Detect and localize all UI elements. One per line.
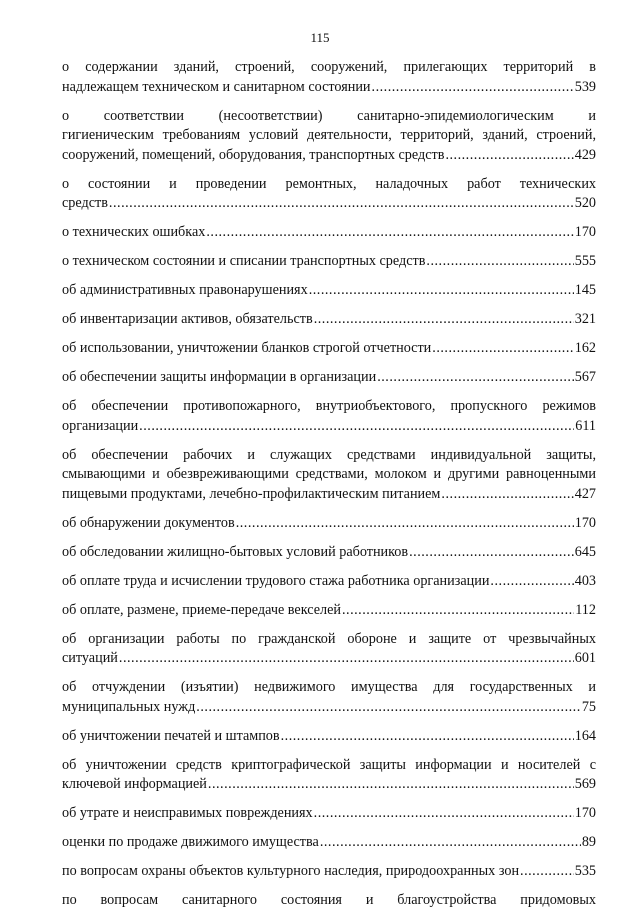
entry-final-line — [62, 833, 596, 853]
entry-final-line — [62, 223, 596, 243]
dot-leader — [342, 601, 574, 621]
index-entry — [62, 368, 596, 388]
index-entry — [62, 223, 596, 243]
entry-text: средств — [62, 195, 108, 211]
entry-page-number: 162 — [574, 340, 596, 356]
entry-text: ключевой информацией — [62, 776, 207, 792]
entry-text-line: о соответствии (несоответствии) санитарно-эпидемиологическим и — [62, 107, 596, 124]
entry-page-number: 164 — [574, 727, 596, 744]
entry-final-line — [62, 601, 596, 621]
entry-text-line: смывающими и обезвреживающими средствами, молоком и другими равноценными — [62, 466, 596, 482]
entry-page-number: 403 — [574, 572, 596, 589]
index-entry — [62, 58, 596, 97]
entry-final-line — [62, 572, 596, 592]
index-entry — [62, 543, 596, 563]
entry-text: об обеспечении защиты информации в организации — [62, 369, 377, 385]
entry-text-line: об обеспечении противопожарного, внутриобъектового, пропускного режимов — [62, 398, 596, 414]
entry-text: организации — [62, 417, 139, 434]
index-entry — [62, 804, 596, 824]
dot-leader — [490, 572, 573, 592]
dot-leader — [309, 281, 574, 301]
entry-text-line: об уничтожении средств криптографической защиты информации и носителей с — [62, 756, 596, 773]
index-entry — [62, 572, 596, 592]
entry-text: надлежащем техническом и санитарном состоянии — [62, 78, 371, 95]
dot-leader — [196, 698, 581, 718]
dot-leader — [109, 194, 574, 214]
entry-page-number: 321 — [574, 311, 596, 327]
index-entry — [62, 756, 596, 795]
entry-text: сооружений, помещений, оборудования, транспортных средств — [62, 146, 445, 163]
entry-page-number: 170 — [574, 514, 596, 531]
entry-page-number: 145 — [574, 282, 596, 298]
entry-text-line: об обеспечении рабочих и служащих средствами индивидуальной защиты, — [62, 446, 596, 463]
entry-text: об оплате труда и исчислении трудового стажа работника организации — [62, 572, 490, 589]
dot-leader — [314, 804, 574, 824]
entry-text: об обнаружении документов — [62, 514, 235, 531]
dot-leader — [119, 649, 574, 669]
entry-page-number: 555 — [574, 253, 596, 269]
entry-final-line — [62, 417, 596, 437]
entry-text-line: об отчуждении (изъятии) недвижимого имущества для государственных и — [62, 679, 596, 695]
entry-page-number: 112 — [575, 601, 596, 618]
index-entry — [62, 107, 596, 166]
dot-leader — [441, 485, 573, 505]
entry-page-number: 75 — [581, 698, 596, 715]
dot-leader — [409, 543, 574, 563]
entry-page-number: 539 — [574, 78, 596, 95]
entry-page-number: 535 — [574, 863, 596, 879]
dot-leader — [281, 727, 574, 747]
index-entry — [62, 310, 596, 330]
entry-final-line — [62, 775, 596, 795]
dot-leader — [432, 339, 573, 359]
entry-final-line — [62, 339, 596, 359]
index-entry — [62, 891, 596, 911]
entry-text: о технических ошибках — [62, 224, 206, 240]
entry-page-number: 429 — [574, 146, 596, 163]
entry-page-number: 567 — [574, 369, 596, 385]
entry-text: об утрате и неисправимых повреждениях — [62, 805, 313, 821]
entry-final-line — [62, 310, 596, 330]
index-entry — [62, 175, 596, 214]
entry-text: по вопросам охраны объектов культурного наследия, природоохранных зон — [62, 863, 520, 879]
dot-leader — [372, 78, 574, 98]
entry-text: о техническом состоянии и списании транспортных средств — [62, 253, 426, 269]
dot-leader — [377, 368, 574, 388]
dot-leader — [426, 252, 573, 272]
entry-final-line — [62, 804, 596, 824]
dot-leader — [314, 310, 574, 330]
entry-final-line — [62, 727, 596, 747]
index-entry — [62, 862, 596, 882]
entry-page-number: 520 — [574, 195, 596, 211]
entry-text: об оплате, размене, приеме-передаче векселей — [62, 601, 341, 618]
entry-final-line — [62, 194, 596, 214]
dot-leader — [208, 775, 574, 795]
dot-leader — [320, 833, 581, 853]
page-number: 115 — [310, 30, 330, 45]
dot-leader — [445, 146, 573, 166]
index-entry — [62, 833, 596, 853]
entry-text: об административных правонарушениях — [62, 282, 308, 298]
entry-page-number: 170 — [574, 224, 596, 240]
entry-final-line — [62, 252, 596, 272]
index-entry — [62, 514, 596, 534]
entry-page-number: 601 — [574, 650, 596, 666]
entry-final-line — [62, 698, 596, 718]
entry-text-line: по вопросам санитарного состояния и благоустройства придомовых — [62, 892, 596, 908]
entry-text: ситуаций — [62, 650, 118, 666]
index-entry — [62, 678, 596, 717]
dot-leader — [236, 514, 574, 534]
entry-page-number: 89 — [581, 834, 596, 850]
entry-final-line — [62, 543, 596, 563]
index-list — [62, 58, 596, 920]
index-entry — [62, 727, 596, 747]
entry-text: об обследовании жилищно-бытовых условий работников — [62, 543, 409, 560]
index-entry — [62, 630, 596, 669]
index-entry — [62, 446, 596, 505]
entry-text: об использовании, уничтожении бланков строгой отчетности — [62, 340, 432, 356]
dot-leader — [520, 862, 574, 882]
entry-page-number: 611 — [575, 417, 596, 434]
index-entry — [62, 252, 596, 272]
entry-text: об уничтожении печатей и штампов — [62, 727, 280, 744]
entry-page-number: 569 — [574, 776, 596, 792]
entry-text-line: о содержании зданий, строений, сооружений, прилегающих территорий в — [62, 59, 596, 75]
entry-final-line — [62, 78, 596, 98]
entry-text-line: об организации работы по гражданской обороне и защите от чрезвычайных — [62, 630, 596, 647]
entry-final-line — [62, 368, 596, 388]
entry-page-number: 427 — [574, 485, 596, 502]
entry-text: оценки по продаже движимого имущества — [62, 834, 319, 850]
entry-text: об инвентаризации активов, обязательств — [62, 311, 313, 327]
index-entry — [62, 601, 596, 621]
entry-final-line — [62, 485, 596, 505]
entry-page-number: 645 — [574, 543, 596, 560]
dot-leader — [206, 223, 573, 243]
entry-final-line — [62, 514, 596, 534]
index-entry — [62, 397, 596, 436]
entry-text: муниципальных нужд — [62, 698, 196, 715]
entry-text: пищевыми продуктами, лечебно-профилактическим питанием — [62, 485, 441, 502]
entry-final-line — [62, 649, 596, 669]
entry-text-line: гигиеническим требованиям условий деятельности, территорий, зданий, строений, — [62, 127, 596, 143]
dot-leader — [139, 417, 574, 437]
index-entry — [62, 339, 596, 359]
entry-final-line — [62, 862, 596, 882]
entry-text-line: о состоянии и проведении ремонтных, наладочных работ технических — [62, 175, 596, 192]
entry-final-line — [62, 146, 596, 166]
index-entry — [62, 281, 596, 301]
entry-final-line — [62, 281, 596, 301]
entry-page-number: 170 — [574, 805, 596, 821]
